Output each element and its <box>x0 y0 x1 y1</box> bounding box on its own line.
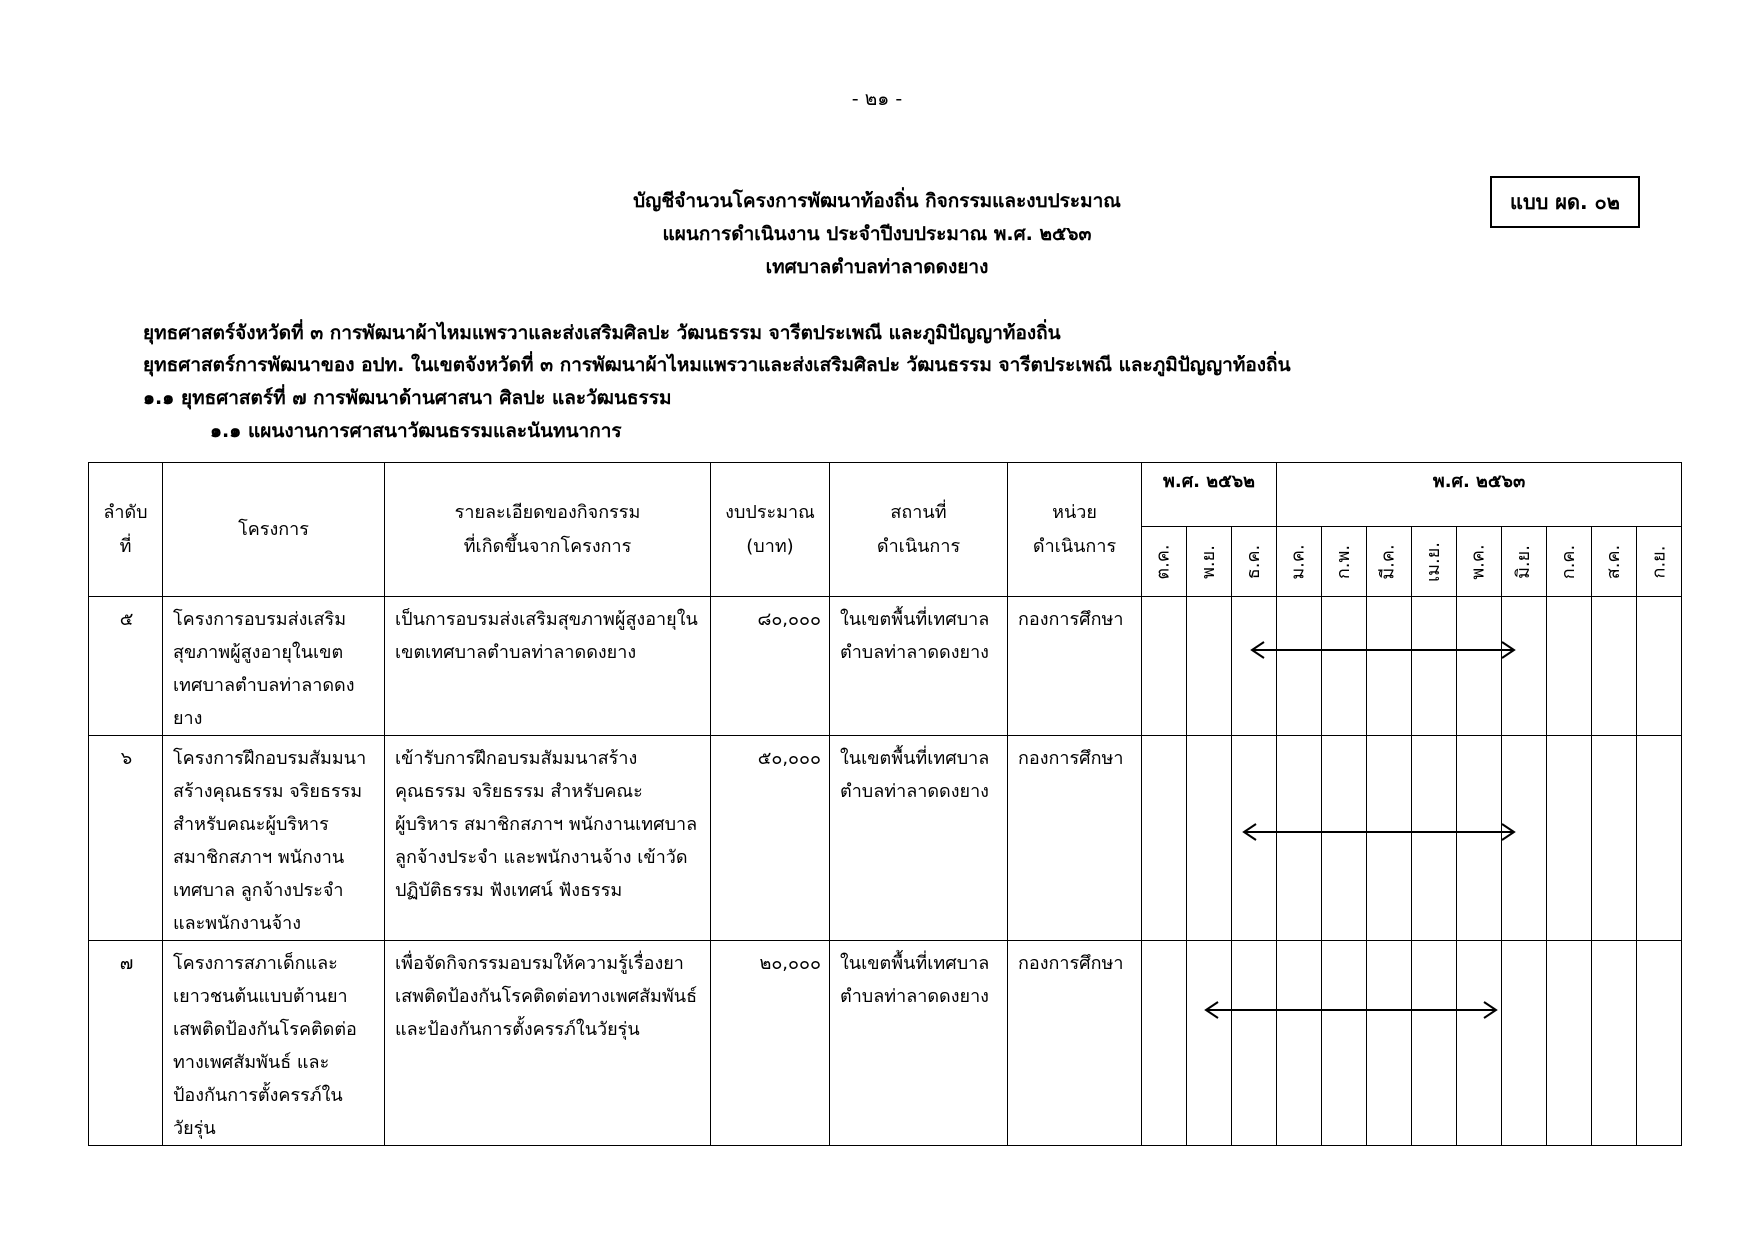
document-title: บัญชีจำนวนโครงการพัฒนาท้องถิ่น กิจกรรมและงบประมาณ <box>633 190 1121 212</box>
row-seq: ๖ <box>89 736 163 941</box>
row-details: เข้ารับการฝึกอบรมสัมมนาสร้าง คุณธรรม จริยธรรม สำหรับคณะ ผู้บริหาร สมาชิกสภาฯ พนักงานเทศบาล ลูกจ้างประจำ และพนักงานจ้าง เข้าวัด ปฏิบัติธรรม ฟังเทศน์ ฟังธรรม <box>385 736 711 941</box>
row-seq: ๕ <box>89 597 163 736</box>
header-year-2562: พ.ศ. ๒๕๖๒ <box>1142 463 1277 527</box>
month-header: ม.ค. <box>1277 527 1322 597</box>
row-agency: กองการศึกษา <box>1008 597 1142 736</box>
month-header: ก.ย. <box>1637 527 1682 597</box>
row-budget: ๒๐,๐๐๐ <box>711 941 830 1146</box>
row-seq: ๗ <box>89 941 163 1146</box>
organization-name: เทศบาลตำบลท่าลาดดงยาง <box>765 256 989 278</box>
month-header: ก.พ. <box>1322 527 1367 597</box>
month-header: มี.ค. <box>1367 527 1412 597</box>
header-agency: หน่วย ดำเนินการ <box>1008 463 1142 597</box>
row-project: โครงการสภาเด็กและ เยาวชนต้นแบบต้านยา เสพติดป้องกันโรคติดต่อ ทางเพศสัมพันธ์ และ ป้องกันการตั้งครรภ์ใน วัยรุ่น <box>163 941 385 1146</box>
document-subtitle: แผนการดำเนินงาน ประจำปีงบประมาณ พ.ศ. ๒๕๖๓ <box>662 223 1092 245</box>
row-project: โครงการฝึกอบรมสัมมนา สร้างคุณธรรม จริยธรรม สำหรับคณะผู้บริหาร สมาชิกสภาฯ พนักงาน เทศบาล ลูกจ้างประจำ และพนักงานจ้าง <box>163 736 385 941</box>
row-budget: ๕๐,๐๐๐ <box>711 736 830 941</box>
month-header: พ.ย. <box>1187 527 1232 597</box>
header-year-2563: พ.ศ. ๒๕๖๓ <box>1277 463 1682 527</box>
row-location: ในเขตพื้นที่เทศบาล ตำบลท่าลาดดงยาง <box>830 597 1008 736</box>
row-budget: ๘๐,๐๐๐ <box>711 597 830 736</box>
table-row <box>89 597 1682 736</box>
row-location: ในเขตพื้นที่เทศบาล ตำบลท่าลาดดงยาง <box>830 941 1008 1146</box>
table-row <box>89 736 1682 941</box>
row-details: เพื่อจัดกิจกรรมอบรมให้ความรู้เรื่องยา เสพติดป้องกันโรคติดต่อทางเพศสัมพันธ์ และป้องกันการตั้งครรภ์ในวัยรุ่น <box>385 941 711 1146</box>
plan-table <box>88 462 1682 1146</box>
header-details: รายละเอียดของกิจกรรม ที่เกิดขึ้นจากโครงการ <box>385 463 711 597</box>
header-seq: ลำดับ ที่ <box>89 463 163 597</box>
row-details: เป็นการอบรมส่งเสริมสุขภาพผู้สูงอายุใน เขตเทศบาลตำบลท่าลาดดงยาง <box>385 597 711 736</box>
month-header: มิ.ย. <box>1502 527 1547 597</box>
month-header: ธ.ค. <box>1232 527 1277 597</box>
row-project: โครงการอบรมส่งเสริม สุขภาพผู้สูงอายุในเขต เทศบาลตำบลท่าลาดดง ยาง <box>163 597 385 736</box>
row-agency: กองการศึกษา <box>1008 736 1142 941</box>
table-row <box>89 941 1682 1146</box>
local-strategy: ยุทธศาสตร์การพัฒนาของ อปท. ในเขตจังหวัดที่ ๓ การพัฒนาผ้าไหมแพรวาและส่งเสริมศิลปะ วัฒนธรรม จารีตประเพณี และภูมิปัญญาท้องถิ่น <box>143 354 1291 376</box>
row-agency: กองการศึกษา <box>1008 941 1142 1146</box>
header-budget: งบประมาณ (บาท) <box>711 463 830 597</box>
page-number: - ๒๑ - <box>851 88 903 110</box>
month-header: เม.ย. <box>1412 527 1457 597</box>
strategy-section: ๑.๑ ยุทธศาสตร์ที่ ๗ การพัฒนาด้านศาสนา ศิลปะ และวัฒนธรรม <box>143 387 672 409</box>
form-code-box: แบบ ผด. ๐๒ <box>1490 176 1640 228</box>
month-header: ต.ค. <box>1142 527 1187 597</box>
month-header: พ.ค. <box>1457 527 1502 597</box>
month-header: ส.ค. <box>1592 527 1637 597</box>
province-strategy: ยุทธศาสตร์จังหวัดที่ ๓ การพัฒนาผ้าไหมแพรวาและส่งเสริมศิลปะ วัฒนธรรม จารีตประเพณี และภูมิปัญญาท้องถิ่น <box>143 322 1061 344</box>
plan-title: ๑.๑ แผนงานการศาสนาวัฒนธรรมและนันทนาการ <box>210 420 622 442</box>
row-location: ในเขตพื้นที่เทศบาล ตำบลท่าลาดดงยาง <box>830 736 1008 941</box>
month-header: ก.ค. <box>1547 527 1592 597</box>
header-location: สถานที่ ดำเนินการ <box>830 463 1008 597</box>
header-project: โครงการ <box>163 463 385 597</box>
